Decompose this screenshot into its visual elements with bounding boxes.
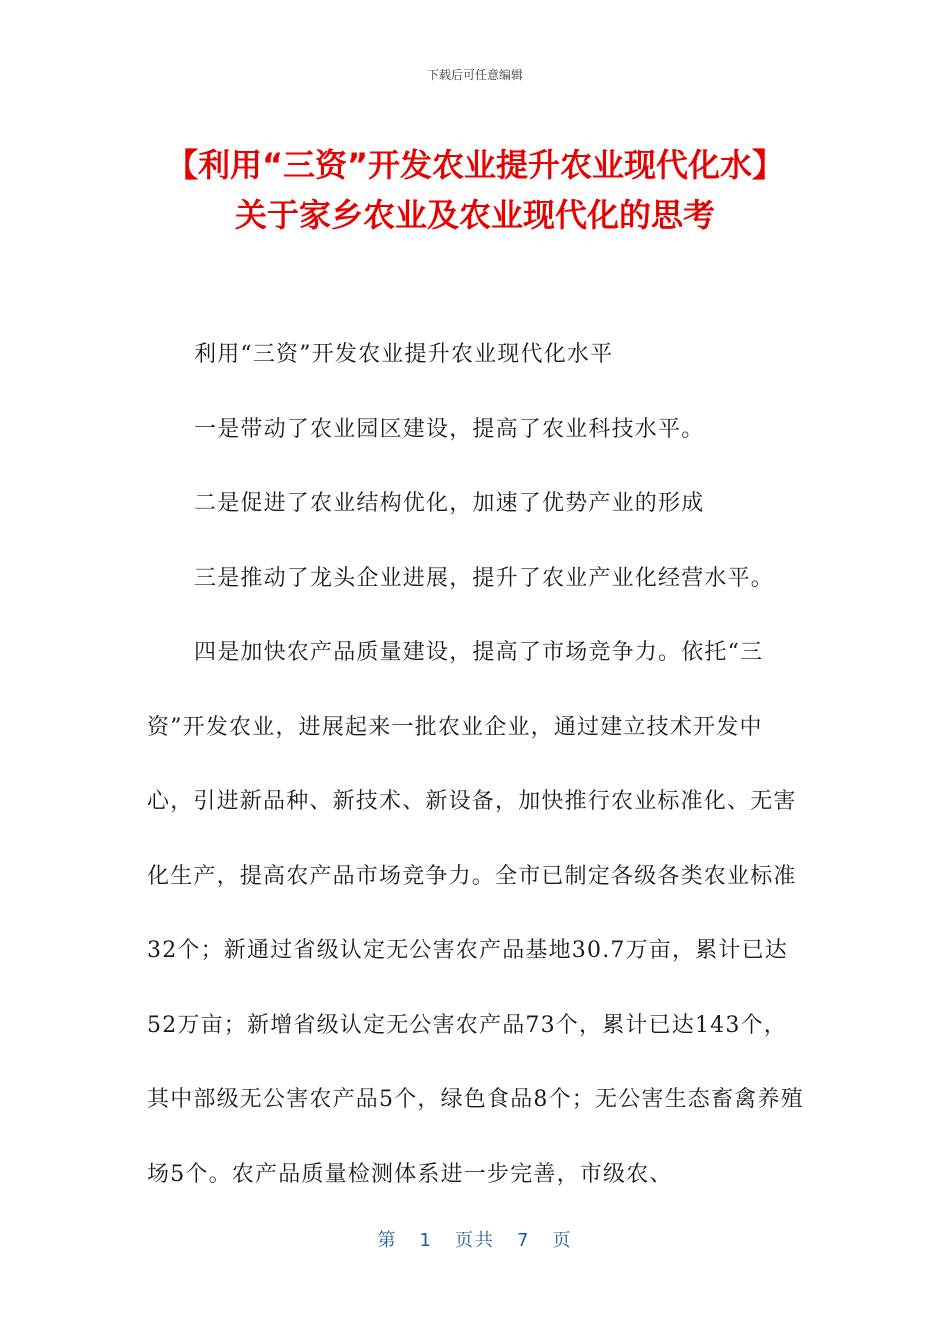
current-page-number: 1 xyxy=(419,1230,433,1251)
paragraph: 二是促进了农业结构优化，加速了优势产业的形成 xyxy=(194,491,705,516)
page-middle: 页共 xyxy=(455,1230,495,1251)
page-prefix: 第 xyxy=(377,1230,398,1251)
page-number-footer xyxy=(0,1226,950,1252)
paragraph: 一是带动了农业园区建设，提高了农业科技水平。 xyxy=(194,416,705,442)
total-pages-number: 7 xyxy=(517,1230,531,1251)
page-suffix: 页 xyxy=(552,1230,573,1251)
document-title: 【利用“三资”开发农业提升农业现代化水】关于家乡农业及农业现代化的思考 xyxy=(165,146,785,234)
paragraph: 三是推动了龙头企业进展，提升了农业产业化经营水平。 xyxy=(194,565,775,591)
paragraph: 四是加快农产品质量建设，提高了市场竞争力。依托“三资”开发农业，进展起来一批农业企业，通过建立技术开发中心，引进新品种、新技术、新设备，加快推行农业标准化、无害化生产，提高农产品市场竞争力。全市已制定各级各类农业标准32个；新通过省级认定无公害农产品基地30.7万亩，累计已达52万亩；新增省级认定无公害农产品73个，累计已达143个，其中部级无公害农产品5个，绿色食品8个；无公害生态畜禽养殖场5个。农产品质量检测体系进一步完善，市级农、 xyxy=(147,640,804,1187)
header-note: 下载后可任意编辑 xyxy=(426,68,523,82)
document-body xyxy=(147,318,807,1212)
paragraph: 利用“三资”开发农业提升农业现代化水平 xyxy=(194,342,614,367)
